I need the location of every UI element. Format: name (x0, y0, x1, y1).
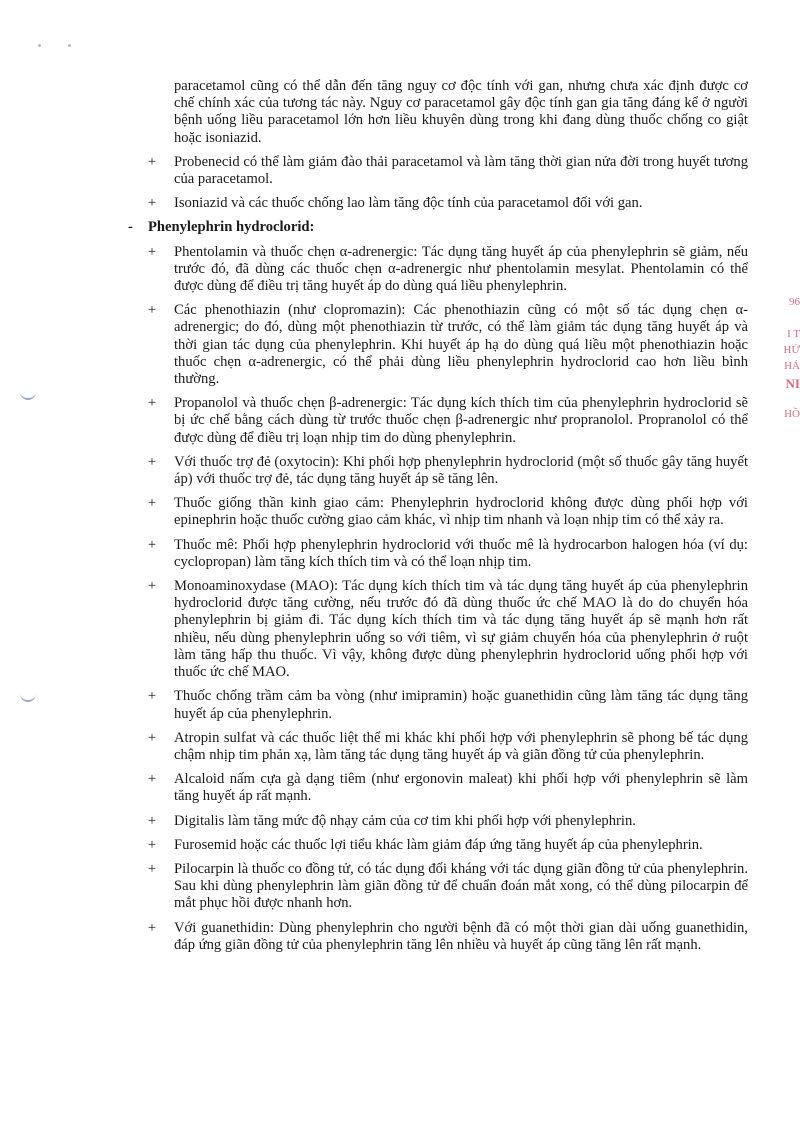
list-item (147, 771, 748, 805)
list-item (147, 578, 748, 681)
document-body (128, 78, 748, 961)
bullet-marker: + (147, 688, 157, 705)
bullet-marker: + (147, 578, 157, 595)
list-item (147, 243, 748, 296)
list-item (147, 536, 748, 571)
stamp-fragment (770, 290, 800, 430)
bullet-marker: + (147, 495, 157, 512)
bullet-marker: + (147, 729, 157, 746)
list-item-text: Các phenothiazin (như clopromazin): Các phenothiazin cũng có một số tác dụng chẹn α-adrenergic; do đó, dùng một phenothiazin từ trước, có thể làm giảm tác dụng tăng huyết áp và thời gian tác dụng của phenylephrin. Khi huyết áp hạ do dùng quá liều một phenothiazin hoặc thuốc chẹn α-adrenergic, có thể phải dùng liều phenylephrin hydroclorid cao hơn liều bình thường. (174, 302, 748, 388)
list-item (147, 153, 748, 188)
bullet-marker: + (147, 453, 157, 470)
list-item (147, 453, 748, 488)
list-item-text: Pilocarpin là thuốc co đồng tử, có tác dụng đối kháng với tác dụng giãn đồng tử của phenylephrin. Sau khi dùng phenylephrin làm giãn đồng tử để chuẩn đoán mắt xong, có thể dùng pilocarpin để mắt phục hồi được nhanh hơn. (174, 860, 748, 912)
intro-paragraph: paracetamol cũng có thể dẫn đến tăng nguy cơ độc tính với gan, nhưng chưa xác định được cơ chế chính xác của tương tác này. Nguy cơ paracetamol gây độc tính gan gia tăng đáng kể ở người bệnh uống liều paracetamol lớn hơn liều khuyên dùng trong khi đang dùng thuốc chống co giật hoặc isoniazid. (174, 78, 748, 146)
list-item-text: Với thuốc trợ đẻ (oxytocin): Khi phối hợp phenylephrin hydroclorid (một số thuốc gây tăng huyết áp) với thuốc trợ đẻ, tác dụng tăng huyết áp sẽ tăng lên. (174, 453, 748, 488)
list-item (147, 729, 748, 764)
bullet-marker: + (147, 860, 157, 877)
list-item-text: Thuốc chống trầm cảm ba vòng (như imipramin) hoặc guanethidin cũng làm tăng tác dụng tăng huyết áp của phenylephrin. (174, 688, 748, 722)
list-item-text: Alcaloid nấm cựa gà dạng tiêm (như ergonovin maleat) khi phối hợp với phenylephrin sẽ làm tăng huyết áp rất mạnh. (174, 771, 748, 805)
scan-speck (38, 44, 41, 47)
stamp-fragment-text: HỨ (783, 344, 800, 356)
list-item (147, 919, 748, 954)
bullet-marker: + (147, 195, 157, 212)
list-item-text: Monoaminoxydase (MAO): Tác dụng kích thích tim và tác dụng tăng huyết áp của phenylephrin hydroclorid được tăng cường, nếu trước đó đã dùng thuốc ức chế MAO là do do chuyển hóa phenylephrin bị giảm đi. Tác dụng kích thích tim và tác dụng tăng huyết áp sẽ mạnh hơn rất nhiều, nếu dùng phenylephrin uống so với tiêm, vì sự giảm chuyển hóa của phenylephrin ở ruột làm tăng hấp thu thuốc. Vì vậy, không được dùng phenylephrin hydroclorid uống phối hợp với thuốc ức chế MAO. (174, 578, 748, 681)
bullet-marker: + (147, 243, 157, 260)
list-item-text: Thuốc giống thần kinh giao cảm: Phenylephrin hydroclorid không được dùng phối hợp với epinephrin hoặc thuốc cường giao cảm khác, vì nhịp tim nhanh và loạn nhịp tim có thể xảy ra. (174, 495, 748, 529)
list-item-text: Isoniazid và các thuốc chống lao làm tăng độc tính của paracetamol đối với gan. (174, 195, 643, 212)
bullet-marker: + (147, 302, 157, 319)
section-heading (128, 219, 748, 236)
list-item-text: Với guanethidin: Dùng phenylephrin cho người bệnh đã có một thời gian dài uống guanethidin, đáp ứng giãn đồng tử của phenylephrin tăng lên nhiều và huyết áp cũng tăng lên rất mạnh. (174, 919, 748, 953)
bullet-marker: + (147, 771, 157, 788)
list-item (147, 495, 748, 529)
scan-speck (68, 44, 71, 47)
stamp-fragment-text: NI (785, 376, 800, 391)
list-item-text: Phentolamin và thuốc chẹn α-adrenergic: Tác dụng tăng huyết áp của phenylephrin sẽ giảm, nếu trước đó, đã dùng các thuốc chẹn α-adrenergic như phentolamin mesylat. Phentolamin có thể được dùng để điều trị tăng huyết áp do dùng quá liều phenylephrin. (174, 243, 748, 295)
section-dash: - (128, 219, 133, 236)
bullet-marker: + (147, 919, 157, 936)
section-title: Phenylephrin hydroclorid: (148, 219, 315, 236)
list-item-text: Digitalis làm tăng mức độ nhạy cảm của cơ tim khi phối hợp với phenylephrin. (174, 812, 636, 829)
list-item (147, 395, 748, 447)
bullet-marker: + (147, 836, 157, 853)
list-item-text: Probenecid có thể làm giảm đào thải paracetamol và làm tăng thời gian nửa đời trong huyết tương của paracetamol. (174, 153, 748, 188)
list-item (147, 836, 748, 854)
list-item (147, 302, 748, 388)
bullet-marker: + (147, 536, 157, 553)
list-item-text: Furosemid hoặc các thuốc lợi tiểu khác làm giảm đáp ứng tăng huyết áp của phenylephrin. (174, 836, 703, 853)
bullet-marker: + (147, 395, 157, 412)
stamp-fragment-text: I T (787, 328, 800, 340)
list-item (147, 860, 748, 913)
list-item-text: Thuốc mê: Phối hợp phenylephrin hydroclorid với thuốc mê là hydrocarbon halogen hóa (ví dụ: cyclopropan) làm tăng kích thích tim và có thể loạn nhịp tim. (174, 536, 748, 570)
binder-hole-mark (20, 388, 36, 400)
bullet-marker: + (147, 153, 157, 170)
stamp-fragment-text: HỒ (784, 408, 800, 420)
list-item (147, 688, 748, 722)
list-item (147, 812, 748, 830)
list-item-text: Propanolol và thuốc chẹn β-adrenergic: Tác dụng kích thích tim của phenylephrin hydroclorid sẽ bị ức chế bằng cách dùng từ trước thuốc chẹn β-adrenergic như propranolol. Propranolol có thể được dùng để điều trị loạn nhịp tim do dùng phenylephrin. (174, 395, 748, 446)
bullet-marker: + (147, 812, 157, 829)
list-item (147, 195, 748, 212)
list-item-text: Atropin sulfat và các thuốc liệt thể mi khác khi phối hợp với phenylephrin sẽ phong bế tác dụng chậm nhịp tim phản xạ, làm tăng tác dụng tăng huyết áp và giãn đồng tử của phenylephrin. (174, 729, 748, 763)
stamp-fragment-text: HẢ (784, 360, 800, 372)
stamp-fragment-text: 96 (789, 296, 800, 308)
binder-hole-mark (20, 690, 36, 702)
